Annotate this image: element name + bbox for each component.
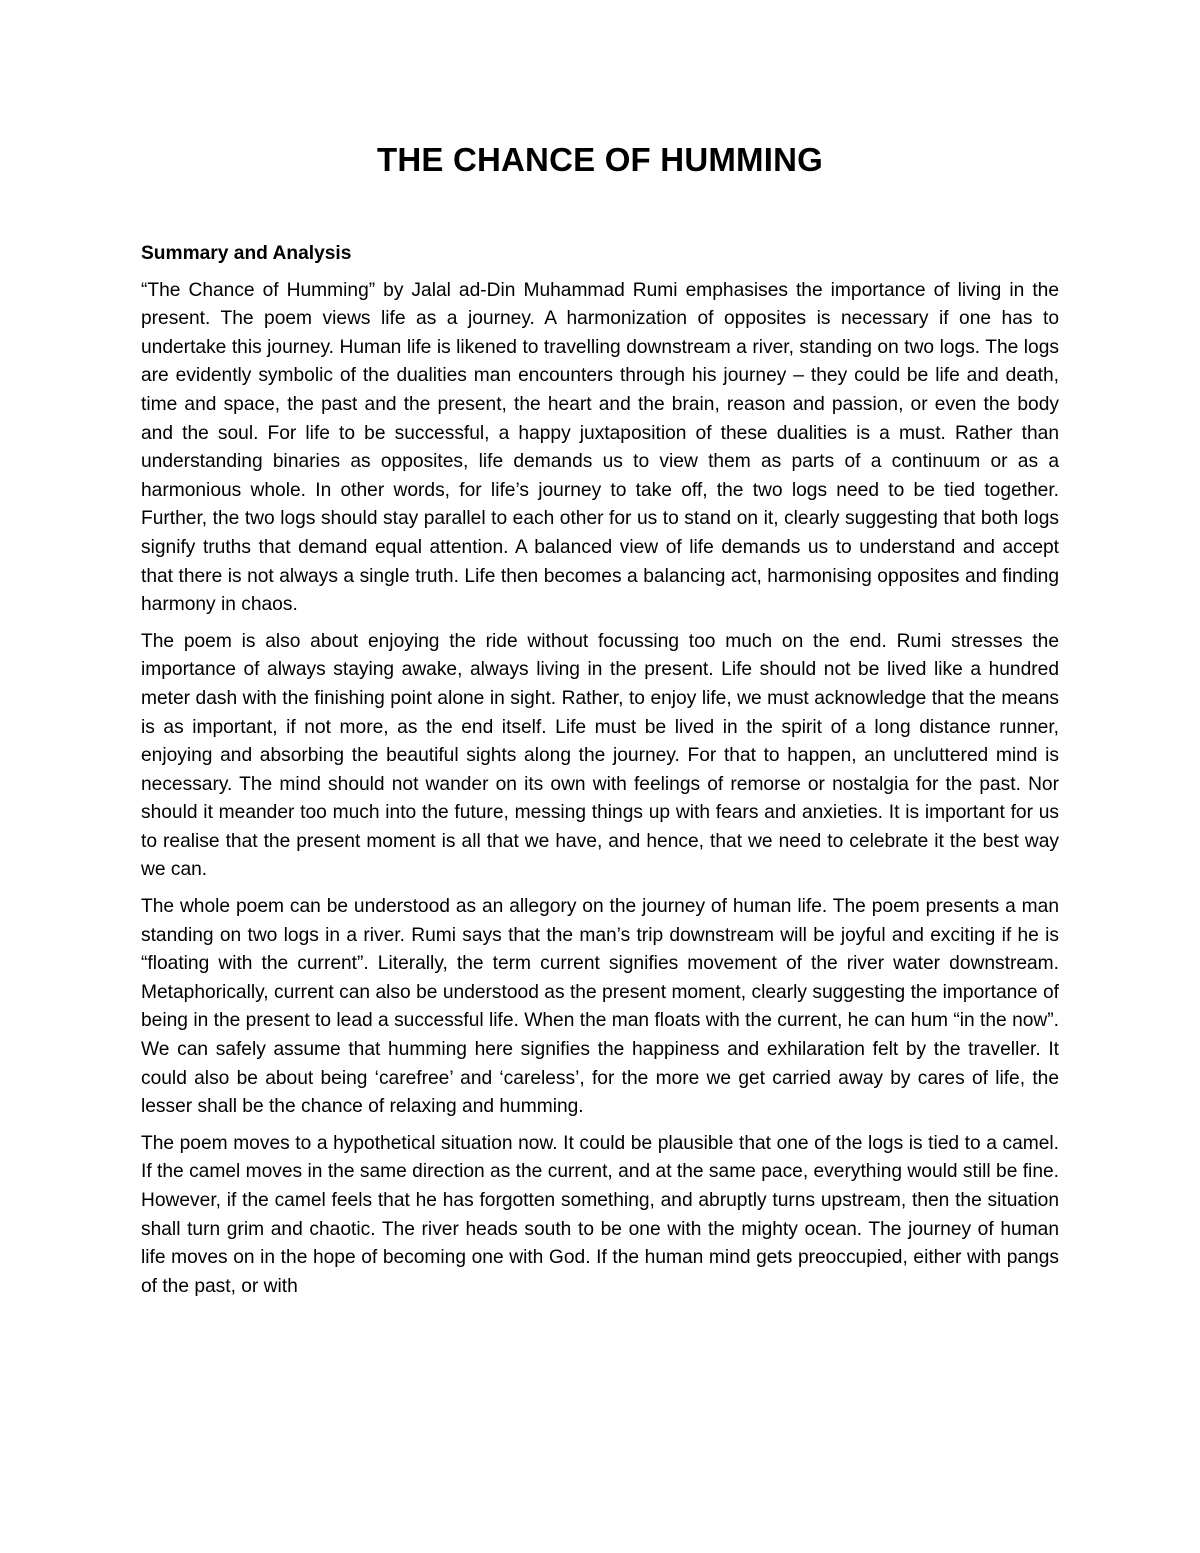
paragraph-3: The whole poem can be understood as an allegory on the journey of human life. The poem presents a man standing on two logs in a river. Rumi says that the man’s trip downstream will be joyful and exciting if he is “floating with the current”. Literally, the term current signifies movement of the river water downstream. Metaphorically, current can also be understood as the present moment, clearly suggesting the importance of being in the present to lead a successful life. When the man floats with the current, he can hum “in the now”. We can safely assume that humming here signifies the happiness and exhilaration felt by the traveller. It could also be about being ‘carefree’ and ‘careless’, for the more we get carried away by cares of life, the lesser shall be the chance of relaxing and humming. <box>141 896 1059 1118</box>
paragraph-4: The poem moves to a hypothetical situation now. It could be plausible that one of the logs is tied to a camel. If the camel moves in the same direction as the current, and at the same pace, everything would still be fine. However, if the camel feels that he has forgotten something, and abruptly turns upstream, then the situation shall turn grim and chaotic. The river heads south to be one with the mighty ocean. The journey of human life moves on in the hope of becoming one with God. If the human mind gets preoccupied, either with pangs of the past, or with <box>141 1132 1059 1297</box>
section-heading: Summary and Analysis <box>141 243 352 264</box>
paragraph-2: The poem is also about enjoying the ride without focussing too much on the end. Rumi stresses the importance of always staying awake, always living in the present. Life should not be lived like a hundred meter dash with the finishing point alone in sight. Rather, to enjoy life, we must acknowledge that the means is as important, if not more, as the end itself. Life must be lived in the spirit of a long distance runner, enjoying and absorbing the beautiful sights along the journey. For that to happen, an uncluttered mind is necessary. The mind should not wander on its own with feelings of remorse or nostalgia for the past. Nor should it meander too much into the future, messing things up with fears and anxieties. It is important for us to realise that the present moment is all that we have, and hence, that we need to celebrate it the best way we can. <box>141 630 1059 881</box>
paragraph-1: “The Chance of Humming” by Jalal ad-Din Muhammad Rumi emphasises the importance of living in the present. The poem views life as a journey. A harmonization of opposites is necessary if one has to undertake this journey. Human life is likened to travelling downstream a river, standing on two logs. The logs are evidently symbolic of the dualities man encounters through his journey – they could be life and death, time and space, the past and the present, the heart and the brain, reason and passion, or even the body and the soul. For life to be successful, a happy juxtaposition of these dualities is a must. Rather than understanding binaries as opposites, life demands us to view them as parts of a continuum or as a harmonious whole. In other words, for life’s journey to take off, the two logs need to be tied together. Further, the two logs should stay parallel to each other for us to stand on it, clearly suggesting that both logs signify truths that demand equal attention. A balanced view of life demands us to understand and accept that there is not always a single truth. Life then becomes a balancing act, harmonising opposites and finding harmony in chaos. <box>141 279 1059 616</box>
document-title: THE CHANCE OF HUMMING <box>376 141 823 178</box>
document-body <box>141 240 1059 1309</box>
